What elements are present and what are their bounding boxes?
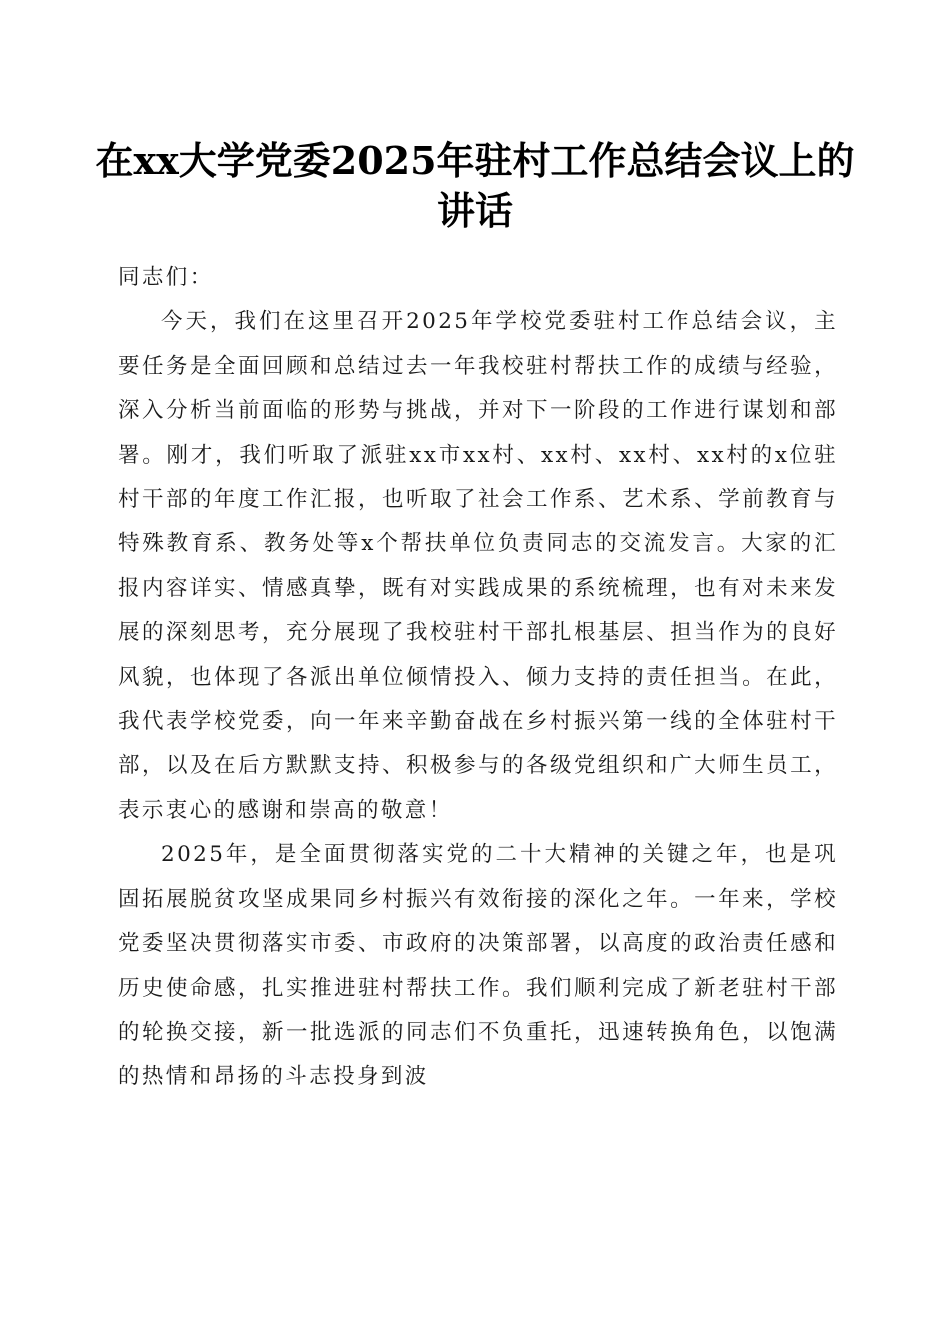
title-line-2: 讲话 [436,188,513,233]
title-line-1: 在xx大学党委2025年驻村工作总结会议上的 [95,138,855,183]
document-title [0,136,950,236]
document-body [118,256,838,1100]
paragraph-1: 今天，我们在这里召开2025年学校党委驻村工作总结会议，主要任务是全面回顾和总结过去一年我校驻村帮扶工作的成绩与经验，深入分析当前面临的形势与挑战，并对下一阶段的工作进行谋划和部署。刚才，我们听取了派驻xx市xx村、xx村、xx村、xx村的x位驻村干部的年度工作汇报，也听取了社会工作系、艺术系、学前教育与特殊教育系、教务处等x个帮扶单位负责同志的交流发言。大家的汇报内容详实、情感真挚，既有对实践成果的系统梳理，也有对未来发展的深刻思考，充分展现了我校驻村干部扎根基层、担当作为的良好风貌，也体现了各派出单位倾情投入、倾力支持的责任担当。在此，我代表学校党委，向一年来辛勤奋战在乡村振兴第一线的全体驻村干部，以及在后方默默支持、积极参与的各级党组织和广大师生员工，表示衷心的感谢和崇高的敬意！ [118,309,838,823]
paragraph-2: 2025年，是全面贯彻落实党的二十大精神的关键之年，也是巩固拓展脱贫攻坚成果同乡村振兴有效衔接的深化之年。一年来，学校党委坚决贯彻落实市委、市政府的决策部署，以高度的政治责任感和历史使命感，扎实推进驻村帮扶工作。我们顺利完成了新老驻村干部的轮换交接，新一批选派的同志们不负重托，迅速转换角色，以饱满的热情和昂扬的斗志投身到波 [118,842,838,1090]
salutation: 同志们： [118,265,214,290]
